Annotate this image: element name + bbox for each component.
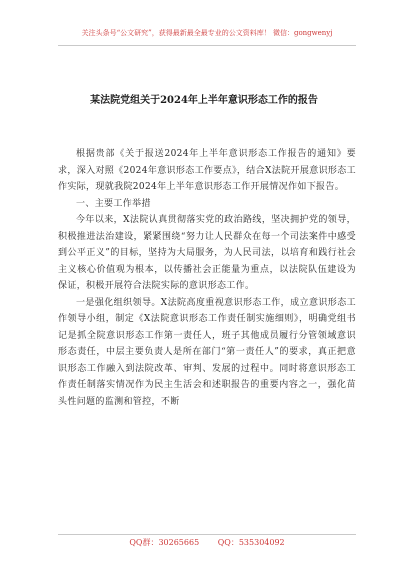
document-title: 某法院党组关于2024年上半年意识形态工作的报告 [90,95,318,106]
section-heading: 一、主要工作举措 [76,198,151,209]
header-text: 关注头条号“公文研究”，获得最新最全最专业的公文资料库！ 微信：gongwenyj [81,29,333,37]
footer-qq: QQ：535304092 [217,538,285,547]
intro-paragraph: 根据贵部《关于报送2024年上半年意识形态工作报告的通知》要求，深入对照《2024年意识形态工作要点》，结合X法院开展意识形态工作实际，现就我院2024年上半年意识形态工作开展情况作如下报告。 [58,149,356,192]
body-paragraph: 今年以来，X法院认真贯彻落实党的政治路线，坚决拥护党的领导，积极推进法治建设，紧紧围绕“努力让人民群众在每一个司法案件中感受到公平正义”的目标，坚持为大局服务，为人民司法，以培育和践行社会主义核心价值观为根本，以传播社会正能量为重点，以法院队伍建设为保证，积极开展符合法院实际的意识形态工作。 [58,215,356,291]
footer-qq-group: QQ群：30265665 [129,538,200,547]
page-header [58,27,356,46]
body-paragraph: 一是强化组织领导。X法院高度重视意识形态工作，成立意识形态工作领导小组，制定《X法院意识形态工作责任制实施细则》，明确党组书记是抓全院意识形态工作第一责任人，班子其他成员履行分管领域意识形态责任，中层主要负责人是所在部门“第一责任人”的要求，真正把意识形态工作融入到法院改革、审判、发展的过程中。同时将意识形态工作责任制落实情况作为民主生活会和述职报告的重要内容之一，强化苗头性问题的监测和管控，不断 [58,297,356,407]
document-body [58,146,356,410]
page-footer [58,534,356,549]
footer-text [58,537,356,548]
